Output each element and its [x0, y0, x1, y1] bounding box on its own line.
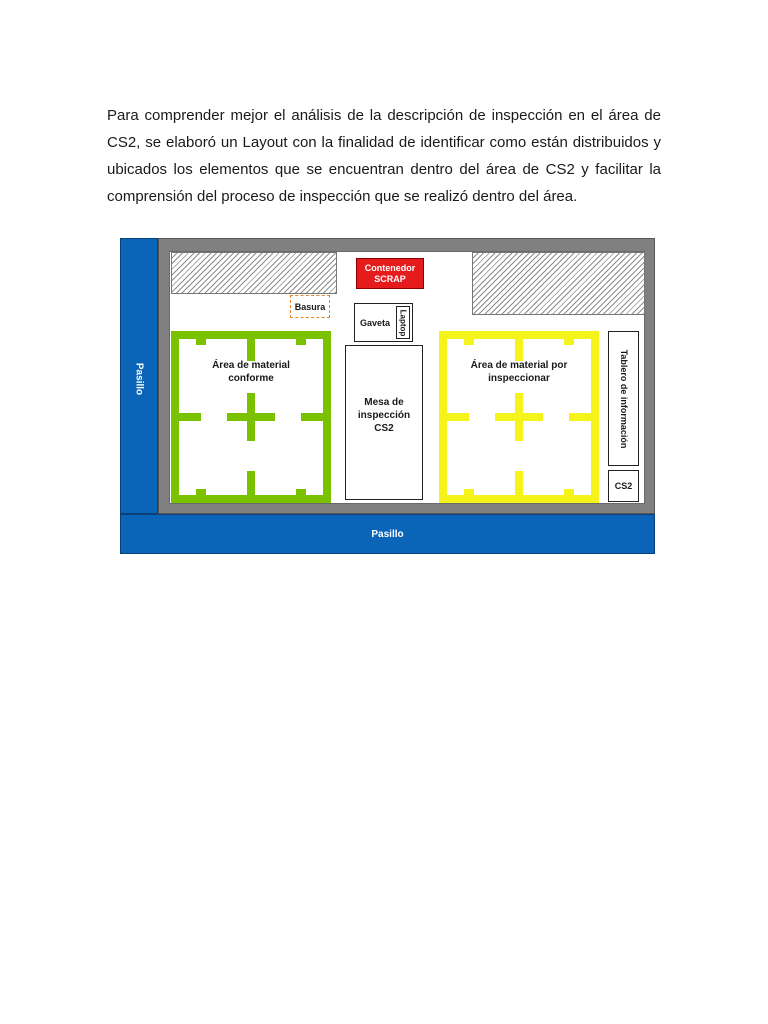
basura-bin — [290, 295, 330, 318]
inspection-table — [345, 345, 423, 500]
scrap-label-line1: Contenedor — [364, 262, 416, 273]
tablero-informacion — [608, 331, 639, 466]
mesa-label-line1: Mesa de — [364, 397, 404, 408]
laptop-label: Laptop — [398, 309, 408, 336]
basura-label: Basura — [294, 301, 326, 312]
mesa-label-line3: CS2 — [374, 423, 394, 434]
pasillo-left-label: Pasillo — [133, 362, 145, 396]
intro-paragraph: Para comprender mejor el análisis de la descripción de inspección en el área de CS2, se elaboró un Layout con la finalidad de identificar como están distribuidos y ubicados los elementos que se encuentran dentro del área de CS2 y facilitar la comprensión del proceso de inspección que se realizó dentro del área. — [107, 107, 661, 205]
area-material-conforme — [171, 331, 331, 503]
gaveta-label: Gaveta — [360, 318, 391, 328]
scrap-label-line2: SCRAP — [374, 273, 406, 284]
pasillo-bottom — [120, 514, 655, 554]
scrap-container — [356, 258, 424, 289]
cs2-layout-diagram — [120, 238, 655, 554]
cs2-room — [158, 238, 655, 514]
laptop-box — [396, 306, 410, 339]
yellow-area-label-line1: Área de material por — [470, 360, 568, 371]
gaveta-box — [354, 303, 413, 342]
green-grid-shape — [171, 331, 331, 503]
cs2-label: CS2 — [614, 481, 633, 491]
hatched-zone-right — [472, 252, 645, 315]
yellow-grid-shape — [439, 331, 599, 503]
yellow-area-label-line2: inspeccionar — [488, 373, 550, 384]
pasillo-left — [120, 238, 158, 514]
cs2-box — [608, 470, 639, 502]
pasillo-bottom-label: Pasillo — [371, 528, 404, 540]
hatched-zone-left — [171, 252, 337, 294]
mesa-label-line2: inspección — [357, 410, 411, 421]
green-area-label-line2: conforme — [228, 373, 274, 384]
room-floor — [169, 251, 645, 504]
green-area-label-line1: Área de material — [212, 360, 290, 371]
area-material-por-inspeccionar — [439, 331, 599, 503]
tablero-label: Tablero de información — [618, 349, 629, 448]
